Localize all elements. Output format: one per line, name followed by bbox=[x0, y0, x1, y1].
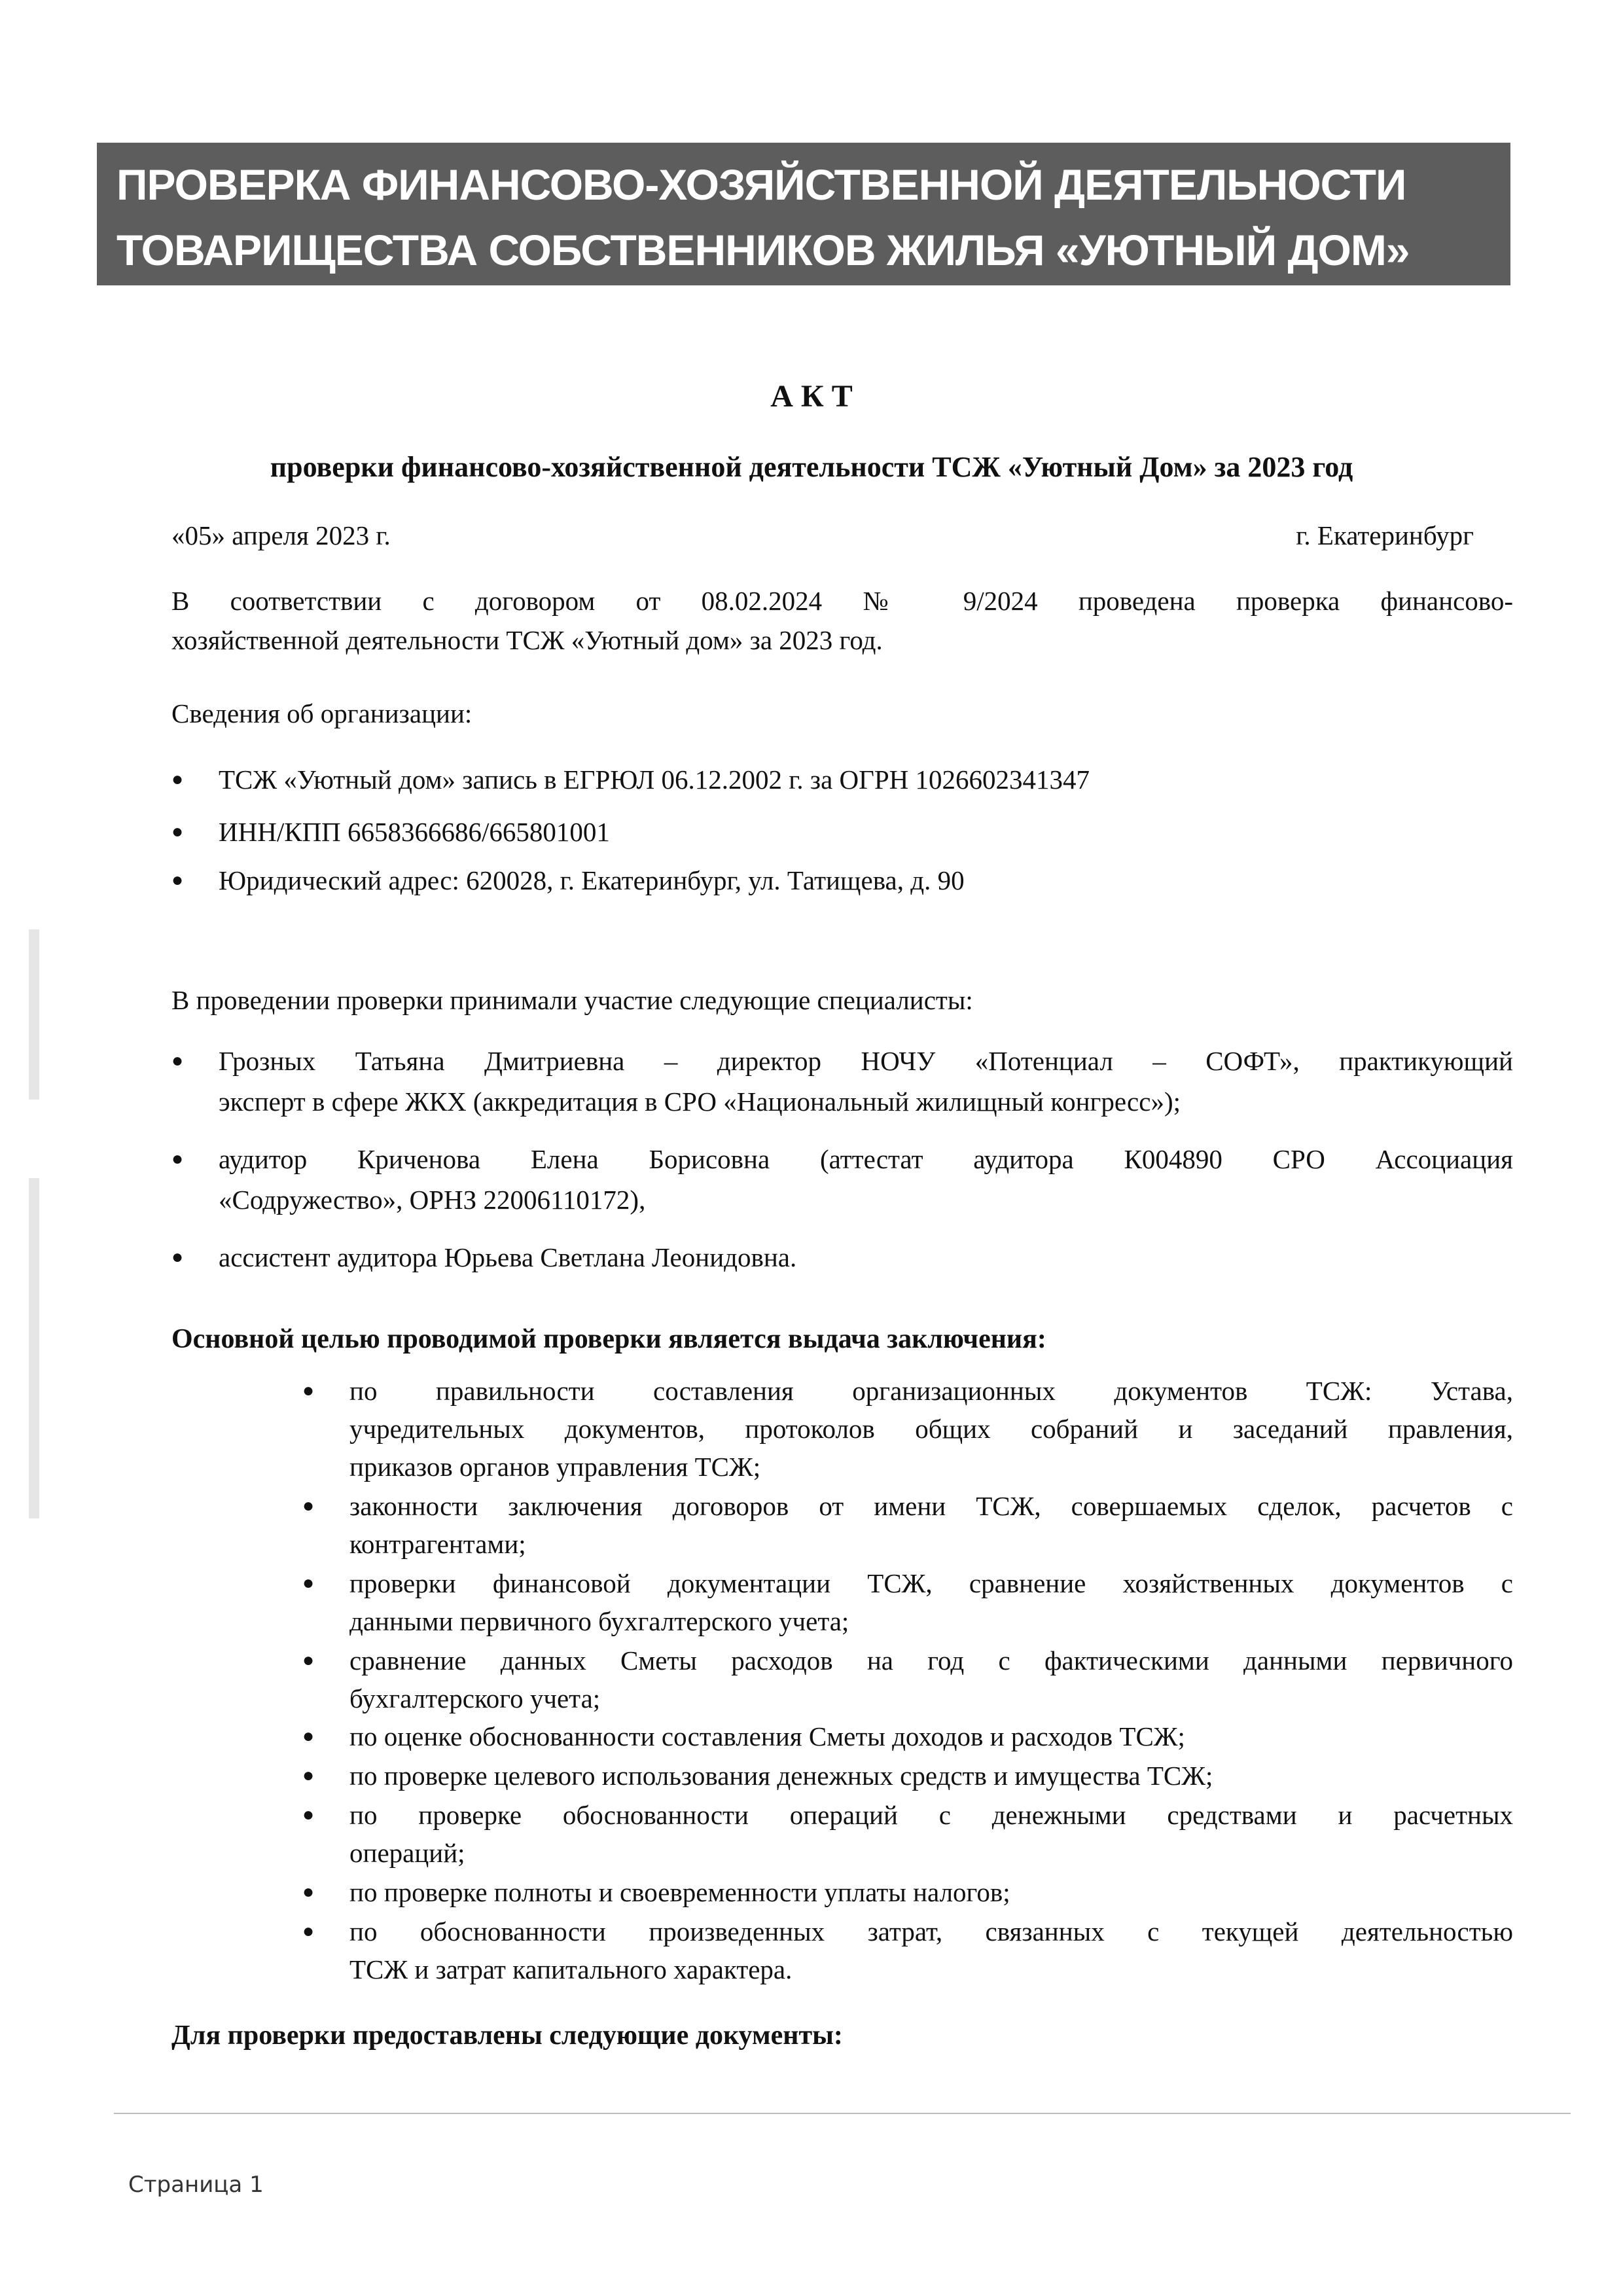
goal-item: ● законности заключения договоров от имени ТСЖ, совершаемых сделок, расчетов с контрагентами; bbox=[302, 1487, 1513, 1563]
bullet-icon: ● bbox=[171, 768, 184, 790]
act-city: г. Екатеринбург bbox=[1296, 520, 1474, 550]
bullet-icon: ● bbox=[171, 869, 184, 891]
intro-line: В соответствии с договором от 08.02.2024 № 9/2024 проведена проверка финансово- bbox=[171, 586, 1513, 616]
bullet-icon: ● bbox=[302, 1649, 315, 1671]
act-subtitle: проверки финансово-хозяйственной деятельности ТСЖ «Уютный Дом» за 2023 год bbox=[270, 451, 1353, 483]
footer-divider bbox=[114, 2113, 1571, 2114]
act-date: «05» апреля 2023 г. bbox=[171, 520, 391, 550]
specialist-item: ● аудитор Криченова Елена Борисовна (аттестат аудитора К004890 СРО Ассоциация «Содружество», ОРНЗ 22006110172), bbox=[171, 1139, 1513, 1220]
bullet-icon: ● bbox=[171, 1148, 184, 1170]
org-item: ● ИНН/КПП 6658366686/665801001 bbox=[171, 812, 1513, 852]
binder-mark bbox=[29, 929, 39, 1100]
goal-item: ● по проверке целевого использования денежных средств и имущества ТСЖ; bbox=[302, 1757, 1513, 1795]
page-number: Страница 1 bbox=[128, 2172, 264, 2198]
specialist-item: ● ассистент аудитора Юрьева Светлана Леонидовна. bbox=[171, 1237, 1513, 1278]
bullet-icon: ● bbox=[302, 1804, 315, 1825]
org-item: ● ТСЖ «Уютный дом» запись в ЕГРЮЛ 06.12.2002 г. за ОГРН 1026602341347 bbox=[171, 759, 1513, 800]
goals-heading: Основной целью проводимой проверки является выдача заключения: bbox=[171, 1324, 1046, 1354]
bullet-icon: ● bbox=[302, 1920, 315, 1942]
goal-item: ● проверки финансовой документации ТСЖ, сравнение хозяйственных документов с данными первичного бухгалтерского учета; bbox=[302, 1564, 1513, 1640]
goal-item: ● по обоснованности произведенных затрат, связанных с текущей деятельностью ТСЖ и затрат капитального характера. bbox=[302, 1912, 1513, 1988]
intro-paragraph bbox=[171, 581, 1513, 660]
bullet-icon: ● bbox=[302, 1495, 315, 1516]
act-title: А К Т bbox=[770, 379, 853, 414]
intro-line: хозяйственной деятельности ТСЖ «Уютный дом» за 2023 год. bbox=[171, 625, 883, 655]
documents-heading: Для проверки предоставлены следующие документы: bbox=[171, 2020, 843, 2051]
bullet-icon: ● bbox=[302, 1881, 315, 1903]
bullet-icon: ● bbox=[171, 1050, 184, 1071]
goal-item: ● по проверке полноты и своевременности уплаты налогов; bbox=[302, 1873, 1513, 1911]
banner-line-1: ПРОВЕРКА ФИНАНСОВО-ХОЗЯЙСТВЕННОЙ ДЕЯТЕЛЬНОСТИ bbox=[116, 160, 1406, 209]
specialist-item: ● Грозных Татьяна Дмитриевна – директор НОЧУ «Потенциал – СОФТ», практикующий эксперт в сфере ЖКХ (аккредитация в СРО «Национальный жилищный конгресс»); bbox=[171, 1041, 1513, 1122]
date-place-row bbox=[171, 516, 1513, 555]
goal-item: ● по правильности составления организационных документов ТСЖ: Устава, учредительных документов, протоколов общих собраний и заседаний правления, приказов органов управления ТСЖ; bbox=[302, 1372, 1513, 1486]
bullet-icon: ● bbox=[302, 1572, 315, 1594]
goal-item: ● по проверке обоснованности операций с денежными средствами и расчетных операций; bbox=[302, 1796, 1513, 1872]
bullet-icon: ● bbox=[302, 1380, 315, 1401]
specialists-heading: В проведении проверки принимали участие следующие специалисты: bbox=[171, 985, 973, 1015]
title-banner bbox=[97, 143, 1510, 285]
bullet-icon: ● bbox=[171, 821, 184, 842]
org-heading: Сведения об организации: bbox=[171, 698, 473, 728]
bullet-icon: ● bbox=[171, 1246, 184, 1268]
binder-mark bbox=[29, 1178, 39, 1518]
bullet-icon: ● bbox=[302, 1765, 315, 1786]
goal-item: ● сравнение данных Сметы расходов на год с фактическими данными первичного бухгалтерского учета; bbox=[302, 1641, 1513, 1717]
bullet-icon: ● bbox=[302, 1725, 315, 1747]
banner-line-2: ТОВАРИЩЕСТВА СОБСТВЕННИКОВ ЖИЛЬЯ «УЮТНЫЙ ДОМ» bbox=[116, 226, 1410, 274]
org-item: ● Юридический адрес: 620028, г. Екатеринбург, ул. Татищева, д. 90 bbox=[171, 860, 1513, 901]
goal-item: ● по оценке обоснованности составления Сметы доходов и расходов ТСЖ; bbox=[302, 1717, 1513, 1755]
